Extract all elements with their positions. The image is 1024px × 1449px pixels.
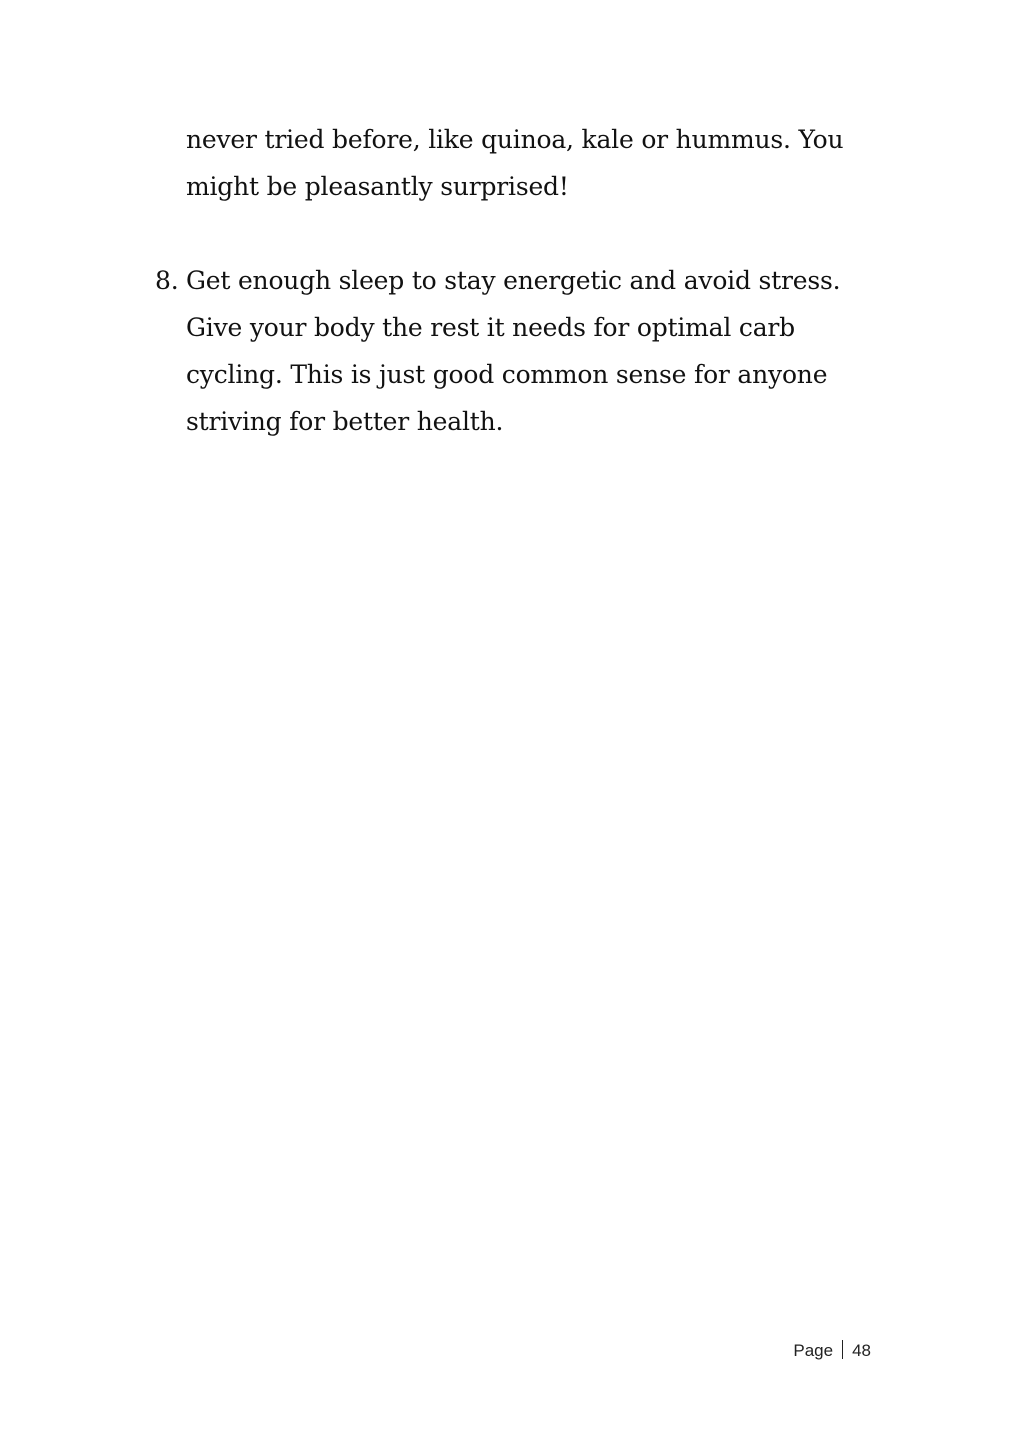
paragraph-continuation: never tried before, like quinoa, kale or hummus. You might be pleasantly surprised! bbox=[186, 125, 844, 201]
footer-divider bbox=[842, 1340, 843, 1359]
list-item bbox=[150, 257, 880, 445]
page-label: Page bbox=[793, 1341, 834, 1360]
list-item-text: Get enough sleep to stay energetic and avoid stress. Give your body the rest it needs for optimal carb cycling. This is just good common sense for anyone striving for better health. bbox=[186, 266, 841, 436]
page-footer bbox=[793, 1340, 871, 1361]
page-number: 48 bbox=[852, 1341, 871, 1360]
list-item-marker: 8. bbox=[155, 266, 179, 295]
